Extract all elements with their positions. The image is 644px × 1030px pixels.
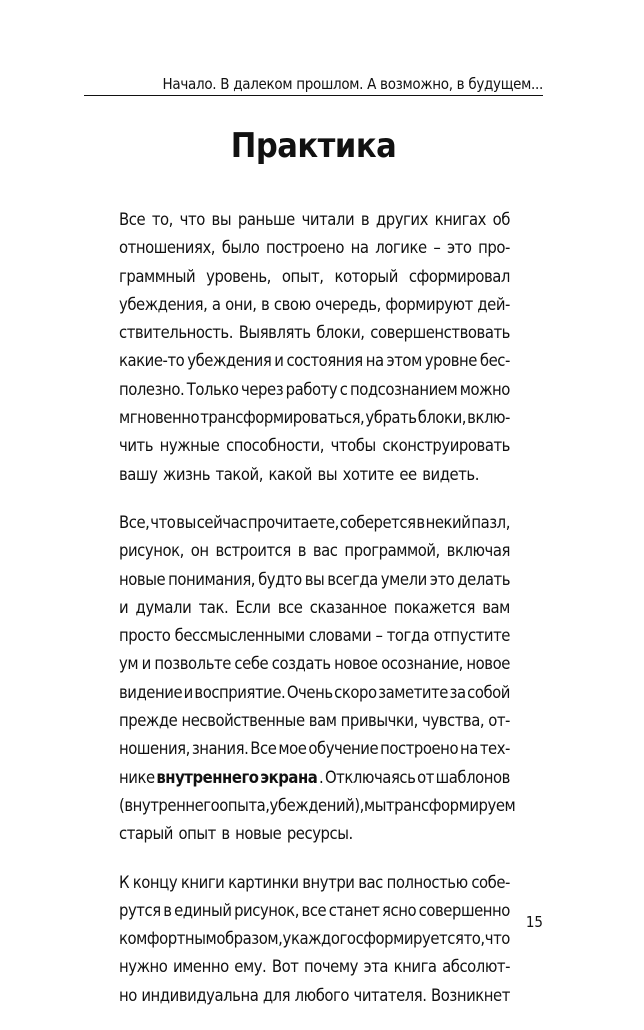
text-line: рисунок, он встроится в вас программой, включая xyxy=(119,541,510,561)
text-line: граммный уровень, опыт, который сформировал xyxy=(119,266,510,286)
text-line: какие-то убеждения и состояния на этом уровне бес- xyxy=(119,351,510,371)
text-line: просто бессмысленными словами – тогда отпустите xyxy=(119,626,510,646)
paragraph xyxy=(119,509,516,849)
text-line: полезно. Только через работу с подсознанием можно xyxy=(119,379,510,399)
text-line: мгновенно трансформироваться, убрать блоки, вклю- xyxy=(119,408,510,428)
body-text xyxy=(119,206,516,1030)
text-line: (внутреннего опыта, убеждений), мы трансформируем xyxy=(119,795,516,815)
paragraph xyxy=(119,869,510,1010)
text-line: ношения, знания. Все мое обучение построено на тех- xyxy=(119,739,510,759)
text-line: ум и позвольте себе создать новое осознание, новое xyxy=(119,654,510,674)
text-line: новые понимания, будто вы всегда умели это делать xyxy=(119,569,510,589)
text-line: ствительность. Выявлять блоки, совершенствовать xyxy=(119,323,510,343)
text-line: видение и восприятие. Очень скоро заметите за собой xyxy=(119,682,510,702)
header-rule xyxy=(84,95,543,96)
page-number: 15 xyxy=(525,913,543,931)
text-line: К концу книги картинки внутри вас полностью собе- xyxy=(119,872,510,892)
text-line: рутся в единый рисунок, все станет ясно совершенно xyxy=(119,900,510,920)
text-line: и думали так. Если все сказанное покажется вам xyxy=(119,597,510,617)
text-line: старый опыт в новые ресурсы. xyxy=(119,824,353,844)
text-line: чить нужные способности, чтобы сконструировать xyxy=(119,436,510,456)
text-line: Все то, что вы раньше читали в других книгах об xyxy=(119,210,510,229)
text-line: нужно именно ему. Вот почему эта книга абсолют- xyxy=(119,957,510,977)
paragraph xyxy=(119,206,510,489)
text-line: Все, что вы сейчас прочитаете, соберется в некий пазл, xyxy=(119,512,510,532)
text-line: вашу жизнь такой, какой вы хотите ее видеть. xyxy=(119,464,479,484)
text-line: отношениях, было построено на логике – это про- xyxy=(119,238,510,258)
text-line: комфортным образом, у каждого сформируется то, что xyxy=(119,929,510,949)
chapter-title: Практика xyxy=(230,126,397,166)
running-header: Начало. В далеком прошлом. А возможно, в будущем... xyxy=(162,75,543,93)
text-line: но индивидуальна для любого читателя. Возникнет xyxy=(119,985,510,1005)
text-line: прежде несвойственные вам привычки, чувства, от- xyxy=(119,711,510,731)
text-line: нике внутреннего экрана . Отключаясь от шаблонов xyxy=(119,767,510,787)
text-line: убеждения, а они, в свою очередь, формируют дей- xyxy=(119,294,510,314)
